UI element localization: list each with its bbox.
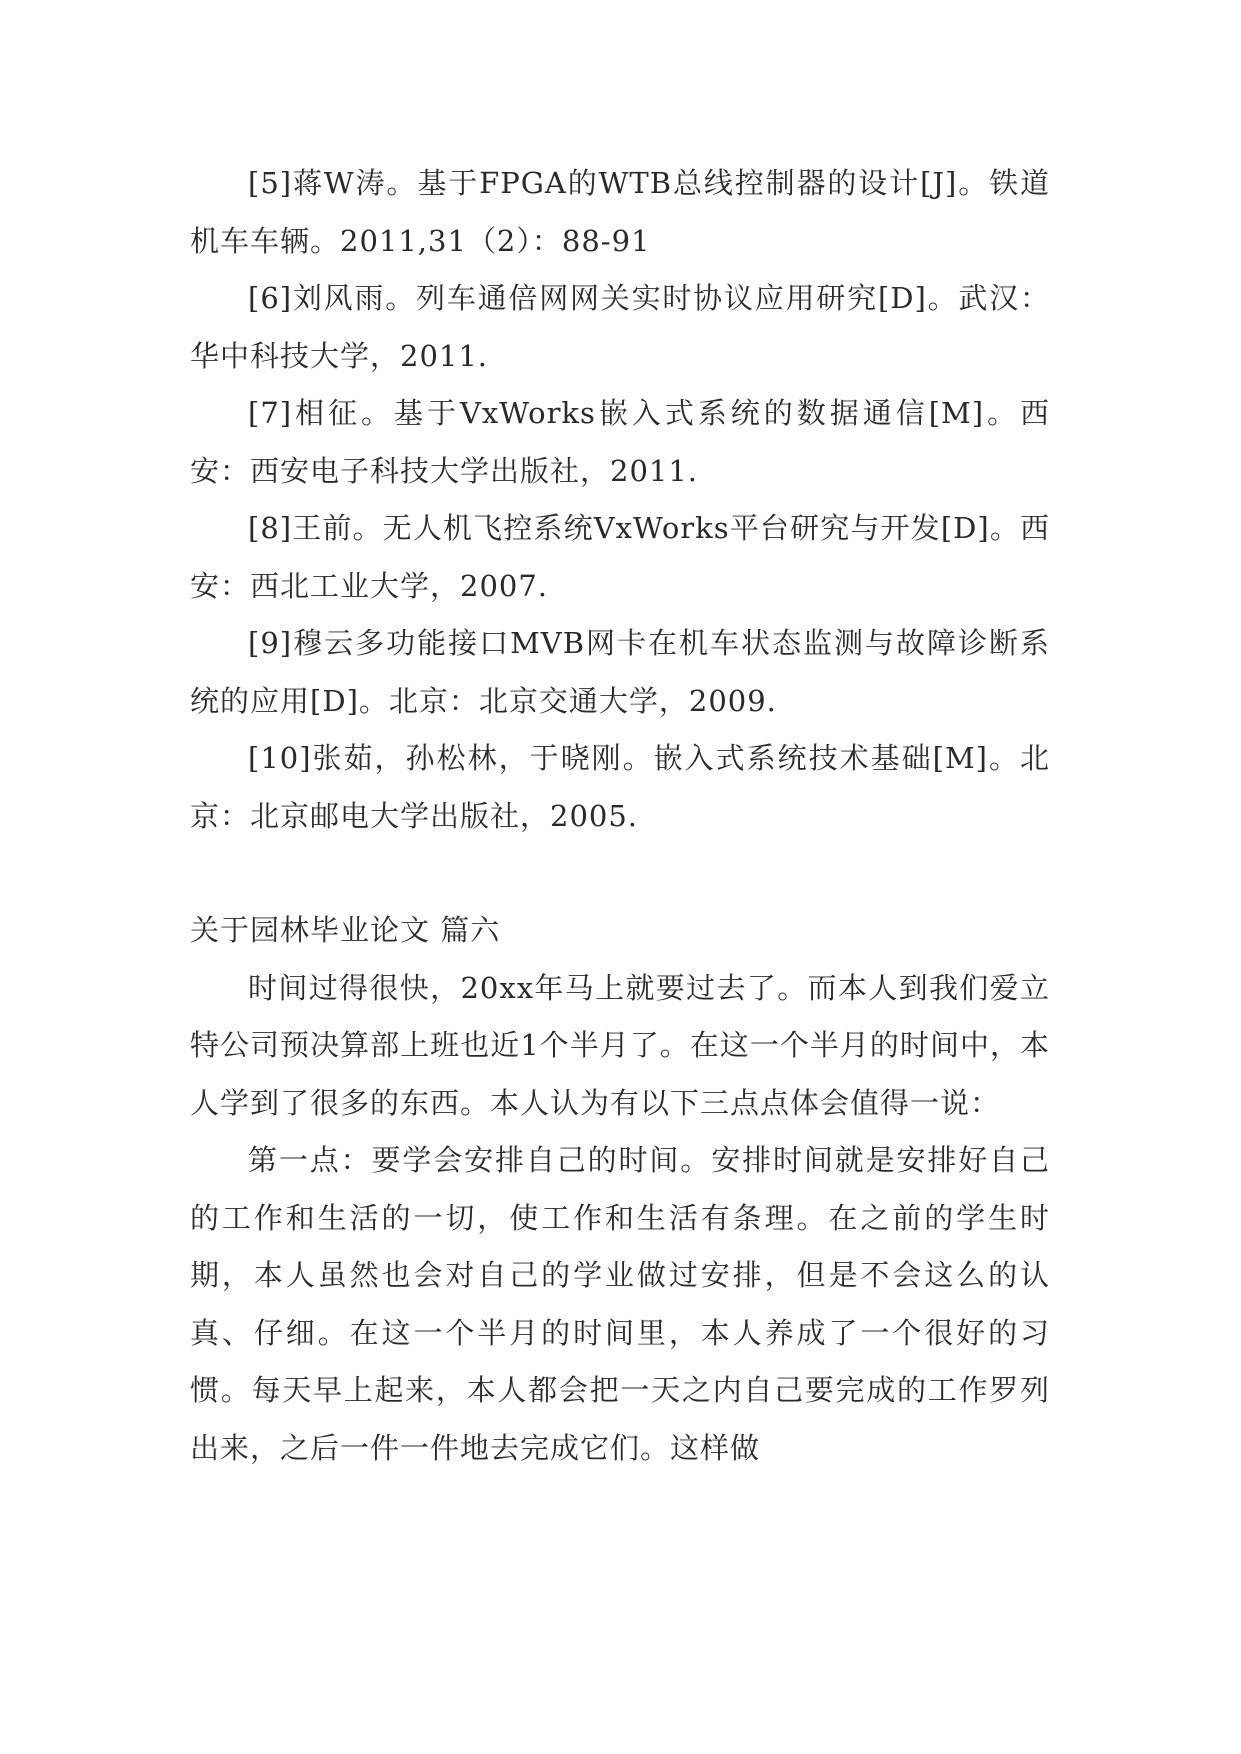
section-title: 关于园林毕业论文 篇六 <box>190 913 501 947</box>
reference-item: [8]王前。无人机飞控系统VxWorks平台研究与开发[D]。西安：西北工业大学，2007. <box>190 511 1050 603</box>
reference-item: [10]张茹，孙松林，于晓刚。嵌入式系统技术基础[M]。北京：北京邮电大学出版社，2005. <box>190 741 1050 833</box>
reference-item: [9]穆云多功能接口MVB网卡在机车状态监测与故障诊断系统的应用[D]。北京：北京交通大学，2009. <box>190 626 1050 718</box>
body-paragraph: 时间过得很快，20xx年马上就要过去了。而本人到我们爱立特公司预决算部上班也近1个半月了。在这一个半月的时间中，本人学到了很多的东西。本人认为有以下三点点体会值得一说： <box>190 970 1050 1120</box>
document-body <box>190 155 1050 1477</box>
body-paragraph: 第一点：要学会安排自己的时间。安排时间就是安排好自己的工作和生活的一切，使工作和生活有条理。在之前的学生时期，本人虽然也会对自己的学业做过安排，但是不会这么的认真、仔细。在这一个半月的时间里，本人养成了一个很好的习惯。每天早上起来，本人都会把一天之内自己要完成的工作罗列出来，之后一件一件地去完成它们。这样做 <box>190 1143 1050 1465</box>
reference-item: [5]蒋W涛。基于FPGA的WTB总线控制器的设计[J]。铁道机车车辆。2011,31（2）：88-91 <box>190 166 1050 258</box>
reference-item: [7]相征。基于VxWorks嵌入式系统的数据通信[M]。西安：西安电子科技大学出版社，2011. <box>190 396 1050 488</box>
reference-item: [6]刘风雨。列车通倍网网关实时协议应用研究[D]。武汉：华中科技大学，2011. <box>190 281 1050 373</box>
